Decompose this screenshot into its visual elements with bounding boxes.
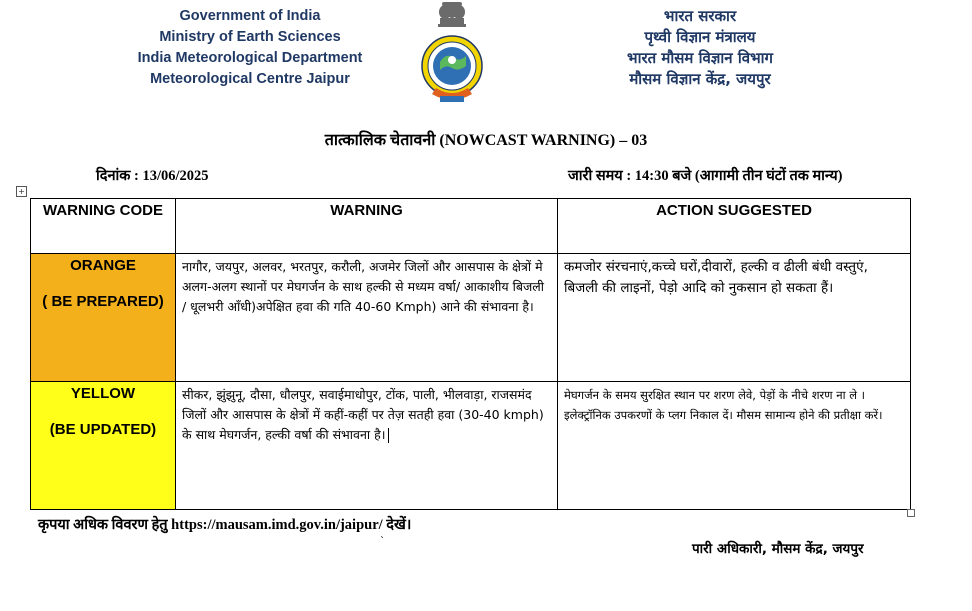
header-line-government: Government of India [179,8,321,24]
yellow-code-cell [31,382,176,510]
header-warning: WARNING [176,199,558,254]
yellow-code-subtitle: (BE UPDATED) [49,421,157,438]
signature-line: पारी अधिकारी, मौसम केंद्र, जयपुर [692,541,864,557]
issue-time-line: जारी समय : 14:30 बजे (आगामी तीन घंटों तक मान्य) [568,168,843,184]
stray-mark: ` [380,536,385,547]
header-warning-code: WARNING CODE [31,199,176,254]
header-line-government-hi: भारत सरकार [663,7,737,25]
table-resize-handle[interactable] [907,509,915,517]
header-line-ministry: Ministry of Earth Sciences [159,29,341,45]
header-action-suggested: ACTION SUGGESTED [558,199,911,254]
yellow-warning-cell[interactable] [176,382,558,510]
header-line-ministry-hi: पृथ्वी विज्ञान मंत्रालय [644,28,756,46]
orange-code-label: ORANGE [70,257,136,274]
header-english [105,6,395,90]
details-link-line: कृपया अधिक विवरण हेतु https://mausam.imd.gov.in/jaipur/ देखें। [38,517,412,533]
imd-emblem-icon [418,0,486,108]
table-row-orange [31,254,911,382]
table-header-row [31,199,911,254]
date-line: दिनांक : 13/06/2025 [96,168,209,184]
orange-code-cell [31,254,176,382]
document-title: तात्कालिक चेतावनी (NOWCAST WARNING) – 03 [324,132,648,149]
header-line-centre: Meteorological Centre Jaipur [150,71,350,87]
header-hindi [565,6,835,90]
header-line-department: India Meteorological Department [137,50,363,66]
yellow-warning-text: सीकर, झुंझुनू, दौसा, धौलपुर, सवाईमाधोपुर, टोंक, पाली, भीलवाड़ा, राजसमंद जिलों और आसपास के क्षेत्रों में कहीं-कहीं पर तेज़ सतही हवा (30-40 kmph) के साथ मेघगर्जन, हल्की वर्षा की संभावना है। [182,387,544,442]
header-line-centre-hi: मौसम विज्ञान केंद्र, जयपुर [629,70,771,88]
table-row-yellow [31,382,911,510]
yellow-action-text: मेघगर्जन के समय सुरक्षित स्थान पर शरण लेवे, पेड़ों के नीचे शरण ना ले । इलेक्ट्रॉनिक उपकरणों के प्लग निकाल दें। मौसम सामान्य होने की प्रतीक्षा करें। [558,382,911,510]
table-move-handle-icon[interactable]: + [16,186,27,197]
header-line-department-hi: भारत मौसम विज्ञान विभाग [627,49,773,67]
orange-action-text: कमजोर संरचनाएं,कच्चे घरों,दीवारों, हल्की व ढीली बंधी वस्तुएं, बिजली की लाइनों, पेड़ो आदि को नुकसान हो सकता हैं। [558,254,911,382]
orange-warning-text: नागौर, जयपुर, अलवर, भरतपुर, करौली, अजमेर जिलों और आसपास के क्षेत्रों मे अलग-अलग स्थानों पर मेघगर्जन के साथ हल्की से मध्यम वर्षा/ आकाशीय बिजली / धूलभरी आँधी)अपेक्षित हवा की गति 40-60 Kmph) आने की संभावना है। [176,254,558,382]
warning-table [30,198,911,510]
text-cursor [388,428,389,443]
orange-code-subtitle: ( BE PREPARED) [42,293,164,310]
yellow-code-label: YELLOW [70,385,136,402]
